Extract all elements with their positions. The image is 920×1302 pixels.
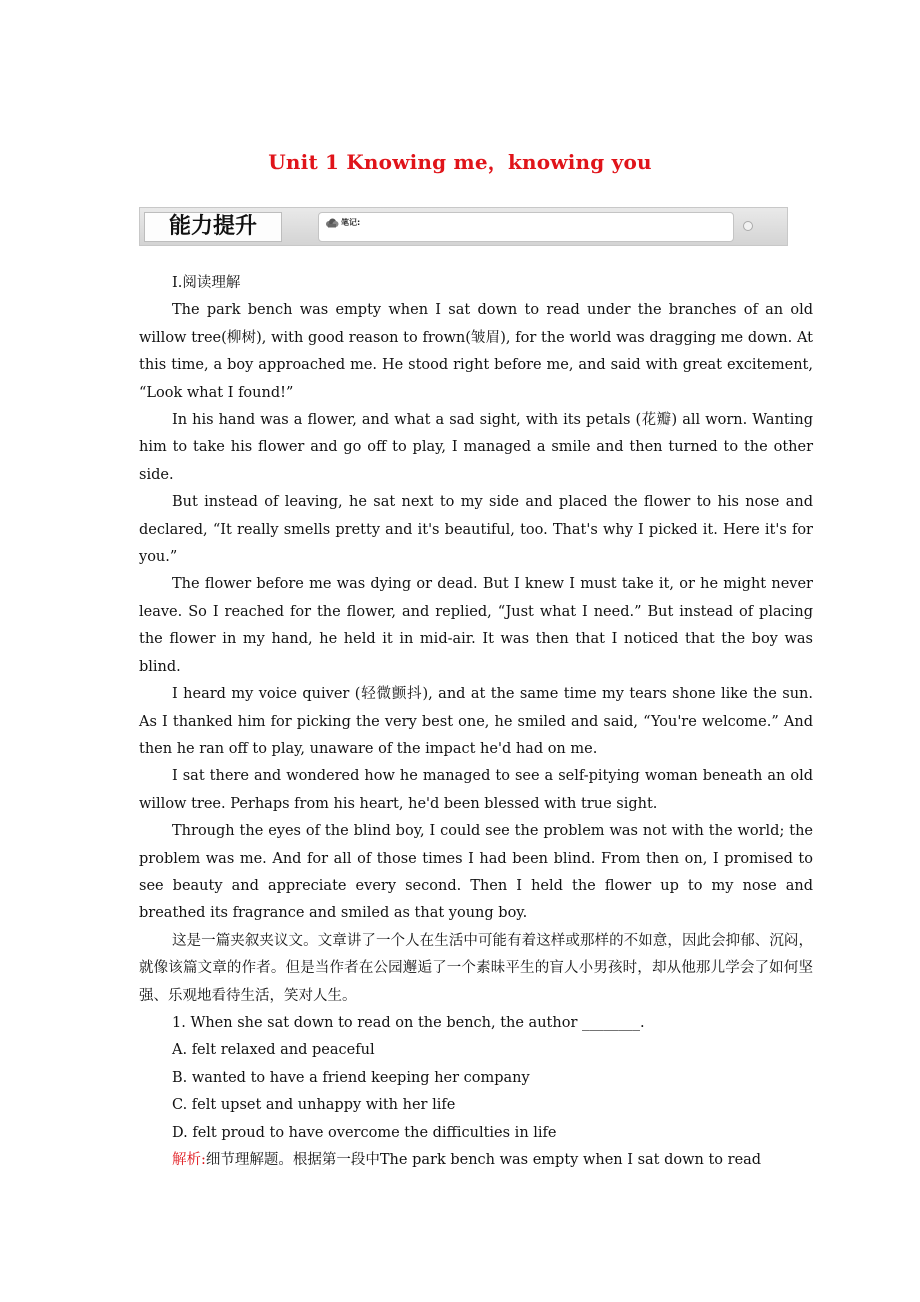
passage-paragraph-6: I sat there and wondered how he managed to see a self-pitying woman beneath an old willow tree. Perhaps from his heart, he'd been blessed with true sight. [139,768,813,812]
option-c: C. felt upset and unhappy with her life [172,1097,456,1114]
section-heading: Ⅰ.阅读理解 [172,275,241,291]
ability-banner [139,207,788,246]
analysis-label: 解析: [172,1152,206,1168]
document-body [139,270,813,1174]
page-title: Unit 1 Knowing me，knowing you [268,150,652,174]
cloud-icon [325,218,339,228]
passage-paragraph-7: Through the eyes of the blind boy, I could see the problem was not with the world; the problem was me. And for all of those times I had been blind. From then on, I promised to see beauty and appreciate every second. Then I held the flower up to my nose and breathed its fragrance and smiled as that young boy. [139,823,813,922]
analysis-text: 细节理解题。根据第一段中The park bench was empty when I sat down to read [205,1152,762,1168]
option-b: B. wanted to have a friend keeping her company [172,1069,530,1086]
passage-paragraph-1: The park bench was empty when I sat down to read under the branches of an old willow tree(柳树), with good reason to frown(皱眉), for the world was dragging me down. At this time, a boy approached me. He stood right before me, and said with great excitement, “Look what I found!” [139,302,813,401]
analysis [139,1147,813,1174]
option-a: A. felt relaxed and peaceful [172,1042,375,1059]
passage-paragraph-4: The flower before me was dying or dead. But I knew I must take it, or he might never leave. So I reached for the flower, and replied, “Just what I need.” But instead of placing the flower in my hand, he held it in mid-air. It was then that I noticed that the boy was blind. [139,576,813,675]
banner-tag: 能力提升 [144,212,282,242]
passage-paragraph-2: In his hand was a flower, and what a sad sight, with its petals (花瓣) all worn. Wanting him to take his flower and go off to play, I managed a smile and then turned to the other side. [139,412,813,483]
passage-paragraph-3: But instead of leaving, he sat next to my side and placed the flower to his nose and declared, “It really smells pretty and it's beautiful, too. That's why I picked it. Here it's for you.” [139,494,813,566]
question-stem: 1. When she sat down to read on the bench, the author ________. [172,1014,645,1031]
passage-summary: 这是一篇夹叙夹议文。文章讲了一个人在生活中可能有着这样或那样的不如意，因此会抑郁、沉闷，就像该篇文章的作者。但是当作者在公园邂逅了一个素昧平生的盲人小男孩时，却从他那儿学会了如何坚强、乐观地看待生活，笑对人生。 [139,932,813,1004]
pin-icon[interactable] [743,221,753,231]
option-d: D. felt proud to have overcome the difficulties in life [172,1124,557,1141]
passage-paragraph-5: I heard my voice quiver (轻微颤抖), and at the same time my tears shone like the sun. As I thanked him for picking the very best one, he smiled and said, “You're welcome.” And then he ran off to play, unaware of the impact he'd had on me. [139,686,813,757]
notes-label: 笔记: [341,218,361,227]
notes-field[interactable] [318,212,734,242]
